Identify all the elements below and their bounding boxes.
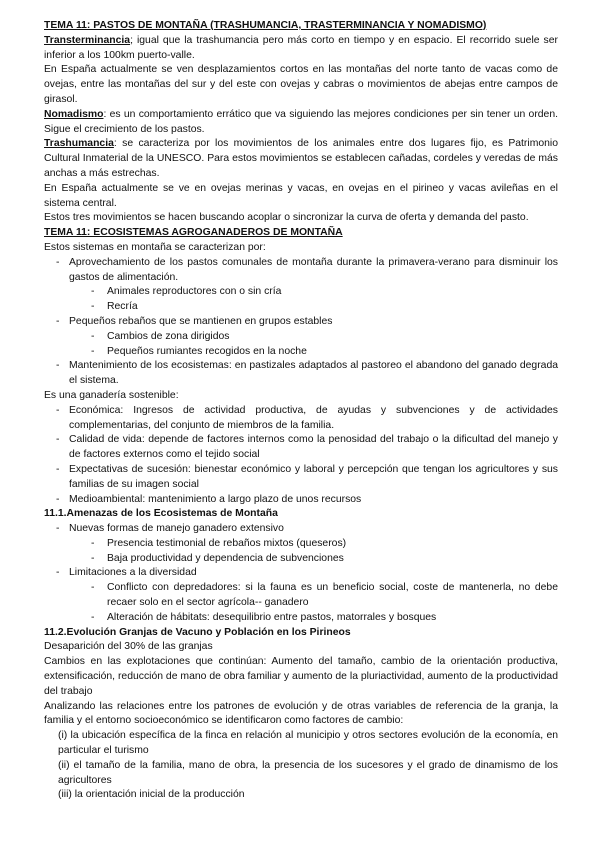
list-item-text: Calidad de vida: depende de factores internos como la penosidad del trabajo o la dificultad del manejo y de factores externos como el tejido social (69, 434, 558, 461)
term-nomadismo: Nomadismo (44, 108, 104, 120)
document-page (44, 19, 558, 803)
bullet-dash: - (56, 434, 60, 446)
section-title-ecosistemas: TEMA 11: ECOSISTEMAS AGROGANADEROS DE MONTAÑA (44, 227, 343, 239)
bullet-dash: - (56, 404, 60, 416)
list-item (44, 537, 558, 552)
bullet-dash: - (91, 582, 95, 594)
list-item (44, 256, 558, 286)
paragraph-cambios: Cambios en las explotaciones que continúan: Aumento del tamaño, cambio de la orientación productiva, extensificación, reducción de mano de obra familiar y aumento de la pluriactividad, aumento de la productividad del trabajo (44, 656, 558, 697)
paragraph-analizando: Analizando las relaciones entre los patrones de evolución y de otras variables de referencia de la granja, la familia y el entorno socioeconómico se identificaron como factores de cambio: (44, 700, 558, 727)
list-item (44, 285, 558, 300)
factor-item: (ii) el tamaño de la familia, mano de obra, la presencia de los sucesores y el grado de dinamismo de los agricultores (58, 759, 558, 786)
list-item-text: Medioambiental: mantenimiento a largo plazo de unos recursos (69, 493, 362, 505)
paragraph-espana-merinas: En España actualmente se ve en ovejas merinas y vacas, en ovejas en el pirineo y vacas avileñas en el sistema central. (44, 182, 558, 209)
paragraph-sostenible: Es una ganadería sostenible: (44, 389, 179, 401)
paragraph-espana-cortos: En España actualmente se ven desplazamientos cortos en las montañas del norte tanto de vacas como de ovejas, entre las montañas del sur y del este con ovejas y cabras o movimientos de abejas entre campos de girasol. (44, 64, 558, 105)
bullet-dash: - (91, 301, 95, 313)
list-item (44, 404, 558, 434)
bullet-dash: - (91, 286, 95, 298)
list-item (44, 581, 558, 611)
list-item-text: Pequeños rebaños que se mantienen en grupos estables (69, 315, 333, 327)
list-item (44, 566, 558, 581)
bullet-dash: - (91, 330, 95, 342)
definition-nomadismo: : es un comportamiento errático que va siguiendo las mejores condiciones per sin tener un orden. Sigue el crecimiento de los pastos. (44, 108, 558, 135)
list-item (44, 330, 558, 345)
list-item (44, 345, 558, 360)
bullet-dash: - (56, 360, 60, 372)
definition-trasterminancia: ; igual que la trashumancia pero más corto en tiempo y en espacio. El recorrido suele ser inferior a los 100km puerto-valle. (44, 34, 558, 61)
list-item-text: Animales reproductores con o sin cría (107, 286, 282, 298)
paragraph-tres-movimientos: Estos tres movimientos se hacen buscando acoplar o sincronizar la curva de oferta y demanda del pasto. (44, 212, 529, 224)
list-item-text: Pequeños rumiantes recogidos en la noche (107, 345, 307, 357)
bullet-dash: - (56, 256, 60, 268)
paragraph-caracterizan: Estos sistemas en montaña se caracterizan por: (44, 241, 266, 253)
bullet-dash: - (56, 493, 60, 505)
bullet-dash: - (91, 611, 95, 623)
bullet-dash: - (56, 523, 60, 535)
list-item (44, 493, 558, 508)
list-item-text: Presencia testimonial de rebaños mixtos (queseros) (107, 537, 347, 549)
bullet-dash: - (56, 315, 60, 327)
list-item (44, 552, 558, 567)
list-item-text: Baja productividad y dependencia de subvenciones (107, 552, 344, 564)
list-item-text: Nuevas formas de manejo ganadero extensivo (69, 523, 284, 535)
bullet-dash: - (56, 463, 60, 475)
list-item-text: Limitaciones a la diversidad (69, 567, 197, 579)
paragraph-trashumancia (44, 137, 558, 181)
term-trashumancia: Trashumancia (44, 138, 114, 150)
bullet-dash: - (56, 567, 60, 579)
subsection-title-amenazas: 11.1.Amenazas de los Ecosistemas de Montaña (44, 508, 278, 520)
factor-item: (iii) la orientación inicial de la producción (58, 789, 245, 801)
list-item-text: Recría (107, 301, 138, 313)
paragraph-desaparicion: Desaparición del 30% de las granjas (44, 641, 213, 653)
list-item (44, 359, 558, 389)
list-item (44, 611, 558, 626)
list-item (44, 300, 558, 315)
list-item (44, 315, 558, 330)
factor-item: (i) la ubicación específica de la finca en relación al municipio y otros sectores evolución de la economía, en particular el turismo (58, 730, 558, 757)
subsection-title-evolucion: 11.2.Evolución Granjas de Vacuno y Población en los Pirineos (44, 626, 351, 638)
list-item-text: Expectativas de sucesión: bienestar económico y laboral y percepción que tengan los agricultores y sus familias de su imagen social (69, 463, 558, 490)
paragraph-trasterminancia (44, 34, 558, 64)
list-item-text: Cambios de zona dirigidos (107, 330, 230, 342)
paragraph-nomadismo (44, 108, 558, 138)
list-item (44, 522, 558, 537)
bullet-dash: - (91, 552, 95, 564)
list-item-text: Mantenimiento de los ecosistemas: en pastizales adaptados al pastoreo el abandono del ganado degrada el sistema. (69, 360, 558, 387)
definition-trashumancia: : se caracteriza por los movimientos de los animales entre dos lugares fijo, es Patrimonio Cultural Inmaterial de la UNESCO. Para estos movimientos se establecen cañadas, cordeles y veredas de más anchas a más estrechas. (44, 138, 558, 179)
list-item-text: Conflicto con depredadores: si la fauna es un beneficio social, coste de mantenerla, no debe recaer solo en el sector agrícola-- ganadero (107, 582, 558, 609)
list-item (44, 463, 558, 493)
bullet-dash: - (91, 345, 95, 357)
list-item-text: Económica: Ingresos de actividad productiva, de ayudas y subvenciones y de actividades complementarias, del conjunto de miembros de la familia. (69, 404, 558, 431)
list-item (44, 433, 558, 463)
term-trasterminancia: Transterminancia (44, 34, 131, 46)
section-title-pastos: TEMA 11: PASTOS DE MONTAÑA (TRASHUMANCIA, TRASTERMINANCIA Y NOMADISMO) (44, 20, 487, 31)
list-item-text: Aprovechamiento de los pastos comunales de montaña durante la primavera-verano para disminuir los gastos de alimentación. (69, 256, 558, 283)
list-item-text: Alteración de hábitats: desequilibrio entre pastos, matorrales y bosques (107, 611, 437, 623)
bullet-dash: - (91, 537, 95, 549)
